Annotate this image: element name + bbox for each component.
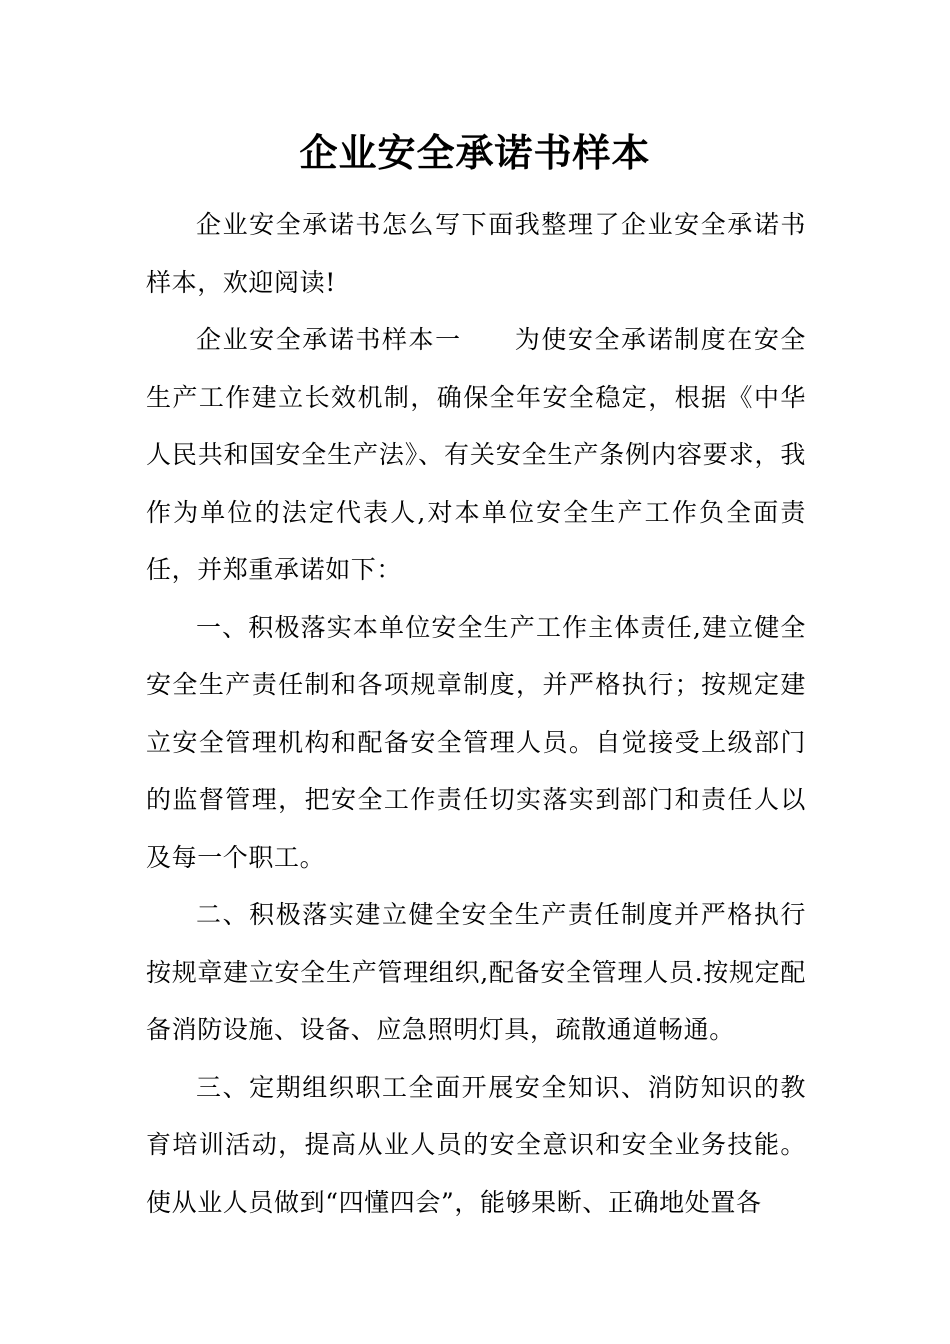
paragraph-intro: 企业安全承诺书怎么写下面我整理了企业安全承诺书样本，欢迎阅读!: [146, 210, 806, 297]
paragraph-sample-one: 企业安全承诺书样本一 为使安全承诺制度在安全生产工作建立长效机制，确保全年安全稳定，根据《中华人民共和国安全生产法》、有关安全生产条例内容要求，我作为单位的法定代表人,对本单位安全生产工作负全面责任，并郑重承诺如下：: [146, 325, 806, 584]
paragraph-item-one: 一、积极落实本单位安全生产工作主体责任,建立健全安全生产责任制和各项规章制度，并严格执行；按规定建立安全管理机构和配备安全管理人员。自觉接受上级部门的监督管理，把安全工作责任切实落实到部门和责任人以及每一个职工。: [146, 612, 806, 872]
document-title: 企业安全承诺书样本: [299, 131, 651, 175]
paragraph-item-two: 二、积极落实建立健全安全生产责任制度并严格执行按规章建立安全生产管理组织,配备安全管理人员.按规定配备消防设施、设备、应急照明灯具，疏散通道畅通。: [146, 900, 806, 1044]
paragraph-item-three: 三、定期组织职工全面开展安全知识、消防知识的教育培训活动，提高从业人员的安全意识和安全业务技能。使从业人员做到“四懂四会”，能够果断、正确地处置各: [146, 1072, 806, 1217]
document-body: [146, 196, 806, 1231]
